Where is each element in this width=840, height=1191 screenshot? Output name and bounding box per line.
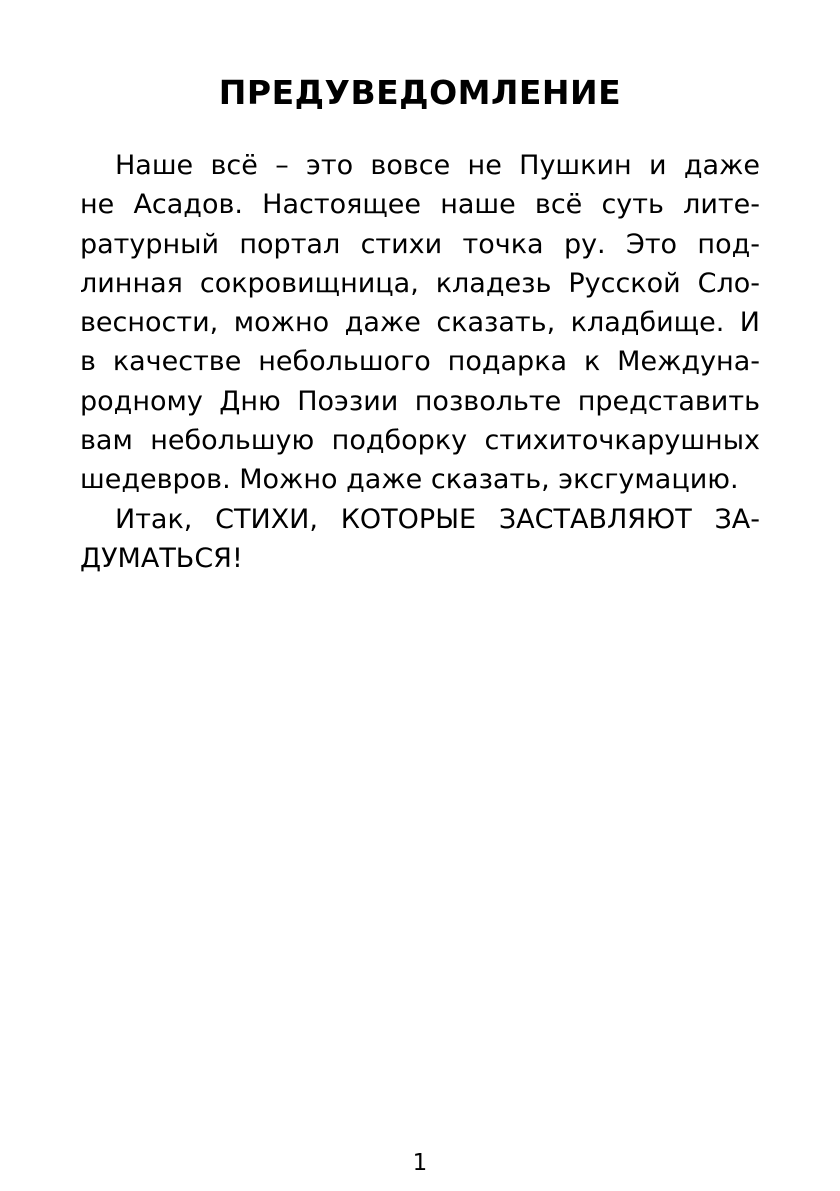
text-line: родному Дню Поэзии позвольте представить xyxy=(80,385,760,417)
text-line: ратурный портал стихи точка ру. Это под- xyxy=(80,228,760,260)
text-line: вам небольшую подборку стихиточкарушных xyxy=(80,425,760,457)
page-title: ПРЕДУВЕДОМЛЕНИЕ xyxy=(218,73,622,112)
text-line: весности, можно даже сказать, кладбище. И xyxy=(80,307,760,339)
text-line: ДУМАТЬСЯ! xyxy=(80,542,243,574)
text-line: в качестве небольшого подарка к Междуна- xyxy=(80,346,760,378)
text-line: шедевров. Можно даже сказать, эксгумацию. xyxy=(80,464,739,496)
text-line: Итак, СТИХИ, КОТОРЫЕ ЗАСТАВЛЯЮТ ЗА- xyxy=(115,503,760,535)
text-line: Наше всё – это вовсе не Пушкин и даже xyxy=(115,150,760,181)
paragraph-2 xyxy=(80,500,766,579)
text-line: линная сокровищница, кладезь Русской Сло- xyxy=(80,267,760,299)
page-number: 1 xyxy=(412,1150,428,1176)
body-text xyxy=(80,146,766,578)
text-line: не Асадов. Настоящее наше всё суть лите- xyxy=(80,189,760,221)
paragraph-1 xyxy=(80,146,766,500)
